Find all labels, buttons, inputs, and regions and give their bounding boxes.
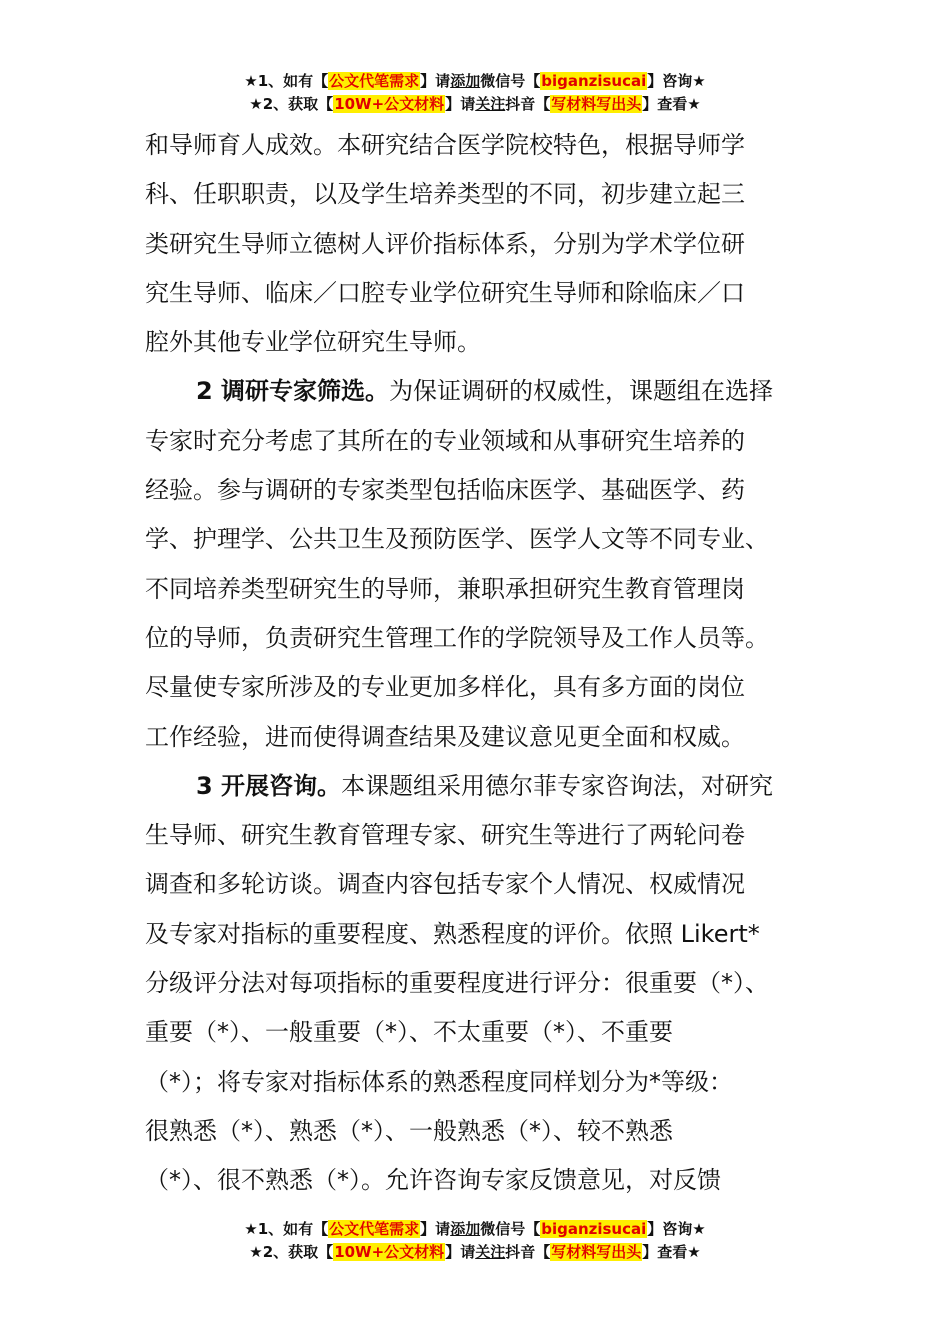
banner-text: 】请 <box>445 1243 476 1261</box>
highlight-materials: 10W+公文材料 <box>334 95 445 113</box>
text-line: 专家时充分考虑了其所在的专业领域和从事研究生培养的 <box>145 426 745 455</box>
underlined-text: 添加 <box>450 72 481 90</box>
footer-banner <box>0 1218 950 1264</box>
text-line: （*）、很不熟悉（*）。允许咨询专家反馈意见，对反馈 <box>145 1166 721 1195</box>
banner-line-2 <box>0 1241 950 1264</box>
text-line <box>145 762 815 811</box>
banner-text: 抖音【 <box>505 1243 551 1261</box>
banner-text: 】咨询★ <box>647 1220 706 1238</box>
text-line: 学、护理学、公共卫生及预防医学、医学人文等不同专业、 <box>145 525 769 554</box>
text-line: 腔外其他专业学位研究生导师。 <box>145 328 481 357</box>
section-heading: 2 调研专家筛选。 <box>196 377 390 406</box>
banner-text: 微信号【 <box>480 1220 541 1238</box>
text-line: 很熟悉（*）、熟悉（*）、一般熟悉（*）、较不熟悉 <box>145 1116 673 1145</box>
underlined-text: 添加 <box>450 1220 481 1238</box>
banner-text: ★1、如有【 <box>244 1220 329 1238</box>
text-line: 调查和多轮访谈。调查内容包括专家个人情况、权威情况 <box>145 870 745 899</box>
banner-text: 】咨询★ <box>647 72 706 90</box>
banner-text: 】请 <box>420 72 451 90</box>
text-line <box>145 367 815 416</box>
highlight-materials: 10W+公文材料 <box>334 1243 445 1261</box>
banner-text: ★2、获取【 <box>249 95 334 113</box>
highlight-service: 公文代笔需求 <box>329 1220 420 1238</box>
paragraph-3 <box>145 762 815 1206</box>
banner-line-1 <box>0 70 950 93</box>
highlight-douyin-id: 写材料写出头 <box>551 95 642 113</box>
highlight-wechat-id: biganzisucai <box>541 72 647 90</box>
section-heading: 3 开展咨询。 <box>196 771 342 800</box>
underlined-text: 关注 <box>475 95 506 113</box>
text-line: 重要（*）、一般重要（*）、不太重要（*）、不重要 <box>145 1018 673 1047</box>
text-line: 位的导师，负责研究生管理工作的学院领导及工作人员等。 <box>145 623 769 652</box>
text-line: 不同培养类型研究生的导师，兼职承担研究生教育管理岗 <box>145 574 745 603</box>
text-run: 为保证调研的权威性，课题组在选择 <box>389 377 774 406</box>
document-body <box>145 121 815 1206</box>
text-line: 分级评分法对每项指标的重要程度进行评分：很重要（*）、 <box>145 969 769 998</box>
text-line: 生导师、研究生教育管理专家、研究生等进行了两轮问卷 <box>145 821 745 850</box>
text-line: 类研究生导师立德树人评价指标体系，分别为学术学位研 <box>145 229 745 258</box>
text-line: （*）；将专家对指标体系的熟悉程度同样划分为*等级： <box>145 1067 733 1096</box>
banner-text: ★1、如有【 <box>244 72 329 90</box>
highlight-service: 公文代笔需求 <box>329 72 420 90</box>
text-line: 科、任职职责，以及学生培养类型的不同，初步建立起三 <box>145 180 745 209</box>
header-banner <box>0 70 950 116</box>
banner-text: 】查看★ <box>642 95 701 113</box>
text-line: 究生导师、临床／口腔专业学位研究生导师和除临床／口 <box>145 278 745 307</box>
paragraph-1 <box>145 121 815 367</box>
text-line: 尽量使专家所涉及的专业更加多样化，具有多方面的岗位 <box>145 673 745 702</box>
text-run: 本课题组采用德尔菲专家咨询法，对研究 <box>341 771 774 800</box>
banner-text: 】查看★ <box>642 1243 701 1261</box>
banner-text: 微信号【 <box>480 72 541 90</box>
text-line: 工作经验，进而使得调查结果及建议意见更全面和权威。 <box>145 722 745 751</box>
banner-text: 】请 <box>445 95 476 113</box>
paragraph-2 <box>145 367 815 761</box>
text-line: 和导师育人成效。本研究结合医学院校特色，根据导师学 <box>145 131 745 159</box>
banner-line-2 <box>0 93 950 116</box>
banner-text: ★2、获取【 <box>249 1243 334 1261</box>
highlight-douyin-id: 写材料写出头 <box>551 1243 642 1261</box>
banner-line-1 <box>0 1218 950 1241</box>
underlined-text: 关注 <box>475 1243 506 1261</box>
banner-text: 】请 <box>420 1220 451 1238</box>
banner-text: 抖音【 <box>505 95 551 113</box>
highlight-wechat-id: biganzisucai <box>541 1220 647 1238</box>
text-line: 经验。参与调研的专家类型包括临床医学、基础医学、药 <box>145 476 745 505</box>
text-line: 及专家对指标的重要程度、熟悉程度的评价。依照 Likert* <box>145 919 760 948</box>
